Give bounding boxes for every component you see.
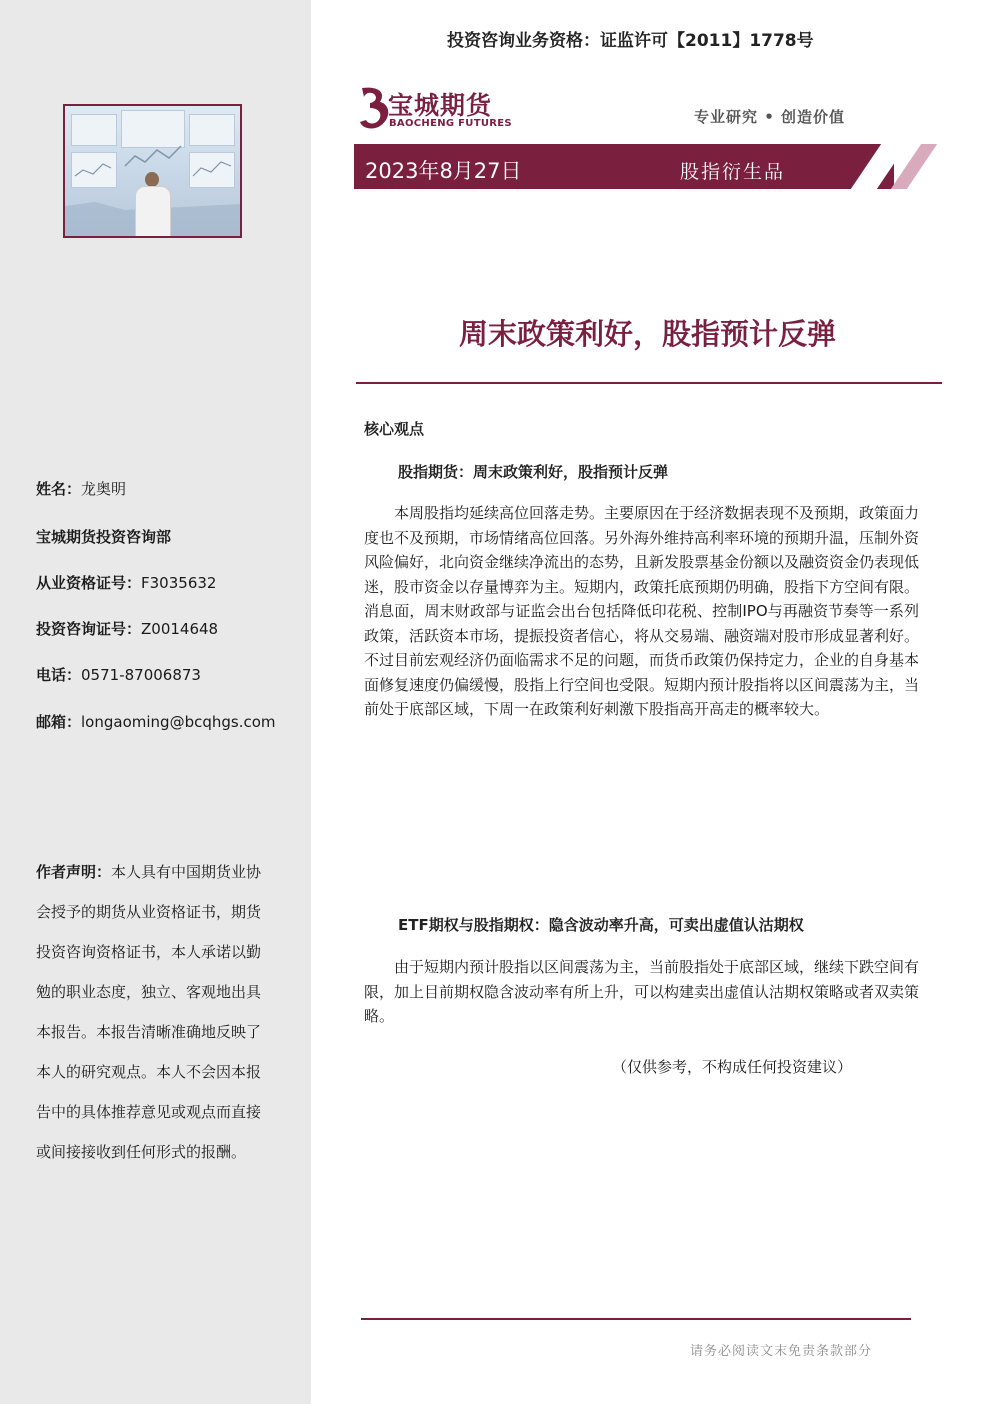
brand-name-en: BAOCHENG FUTURES <box>389 118 512 129</box>
person-head <box>145 172 159 187</box>
author-email: 邮箱：longaoming@bcqhgs.com <box>36 713 276 731</box>
brand-name: 宝城期货 <box>388 91 493 120</box>
consult-number: Z0014648 <box>141 620 219 638</box>
license-header: 投资咨询业务资格：证监许可【2011】1778号 <box>447 31 814 51</box>
section1-paragraph: 本周股指均延续高位回落走势。主要原因在于经济数据表现不及预期，政策面力度也不及预期，市场情绪高位回落。另外海外维持高利率环境的预期升温，压制外资风险偏好，北向资金继续净流出的态势，且新发股票基金份额以及融资资金仍表现低迷，股市资金以存量博弈为主。短期内，政策托底预期仍明确，股指下方空间有限。消息面，周末财政部与证监会出台包括降低印花税、控制IPO与再融资节奏等一系列政策，活跃资本市场，提振投资者信心，将从交易端、融资端对股市形成显著利好。不过目前宏观经济仍面临需求不足的问题，而货币政策仍保持定力，企业的自身基本面修复速度仍偏缓慢，股指上行空间也受限。短期内预计股指将以区间震荡为主，当前处于底部区域，下周一在政策利好刺激下股指高开高走的概率较大。 <box>364 504 920 718</box>
investment-disclaimer: （仅供参考，不构成任何投资建议） <box>612 1058 853 1076</box>
cover-image <box>63 104 242 238</box>
author-name: 姓名：龙奥明 <box>36 480 127 498</box>
author-declaration: 作者声明：本人具有中国期货业协会授予的期货从业资格证书，期货投资咨询资格证书，本人承诺以勤勉的职业态度，独立、客观地出具本报告。本报告清晰准确地反映了本人的研究观点。本人不会因本报告中的具体推荐意见或观点而直接或间接接收到任何形式的报酬。 <box>36 863 262 1161</box>
author-phone: 电话：0571-87006873 <box>36 666 201 684</box>
author-consult-license: 投资咨询证号：Z0014648 <box>36 620 219 638</box>
report-title: 周末政策利好，股指预计反弹 <box>458 317 836 351</box>
author-license: 从业资格证号：F3035632 <box>36 574 217 592</box>
slogan: 专业研究 • 创造价值 <box>694 108 846 126</box>
person-figure <box>135 186 171 238</box>
email-link[interactable]: longaoming@bcqhgs.com <box>81 713 276 731</box>
section1-heading: 股指期货：周末政策利好，股指预计反弹 <box>398 463 669 481</box>
title-divider <box>356 382 942 384</box>
report-category: 股指衍生品 <box>680 161 786 183</box>
section2-paragraph: 由于短期内预计股指以区间震荡为主，当前股指处于底部区域，继续下跌空间有限，加上目前期权隐含波动率有所上升，可以构建卖出虚值认沽期权策略或者双卖策略。 <box>364 958 920 1025</box>
author-department: 宝城期货投资咨询部 <box>36 528 172 546</box>
footer-divider <box>361 1318 911 1320</box>
section2-heading: ETF期权与股指期权：隐含波动率升高，可卖出虚值认沽期权 <box>398 916 804 934</box>
footer-note: 请务必阅读文末免责条款部分 <box>690 1344 873 1359</box>
license-number: F3035632 <box>141 574 217 592</box>
core-heading: 核心观点 <box>364 420 425 438</box>
report-date: 2023年8月27日 <box>365 159 522 183</box>
